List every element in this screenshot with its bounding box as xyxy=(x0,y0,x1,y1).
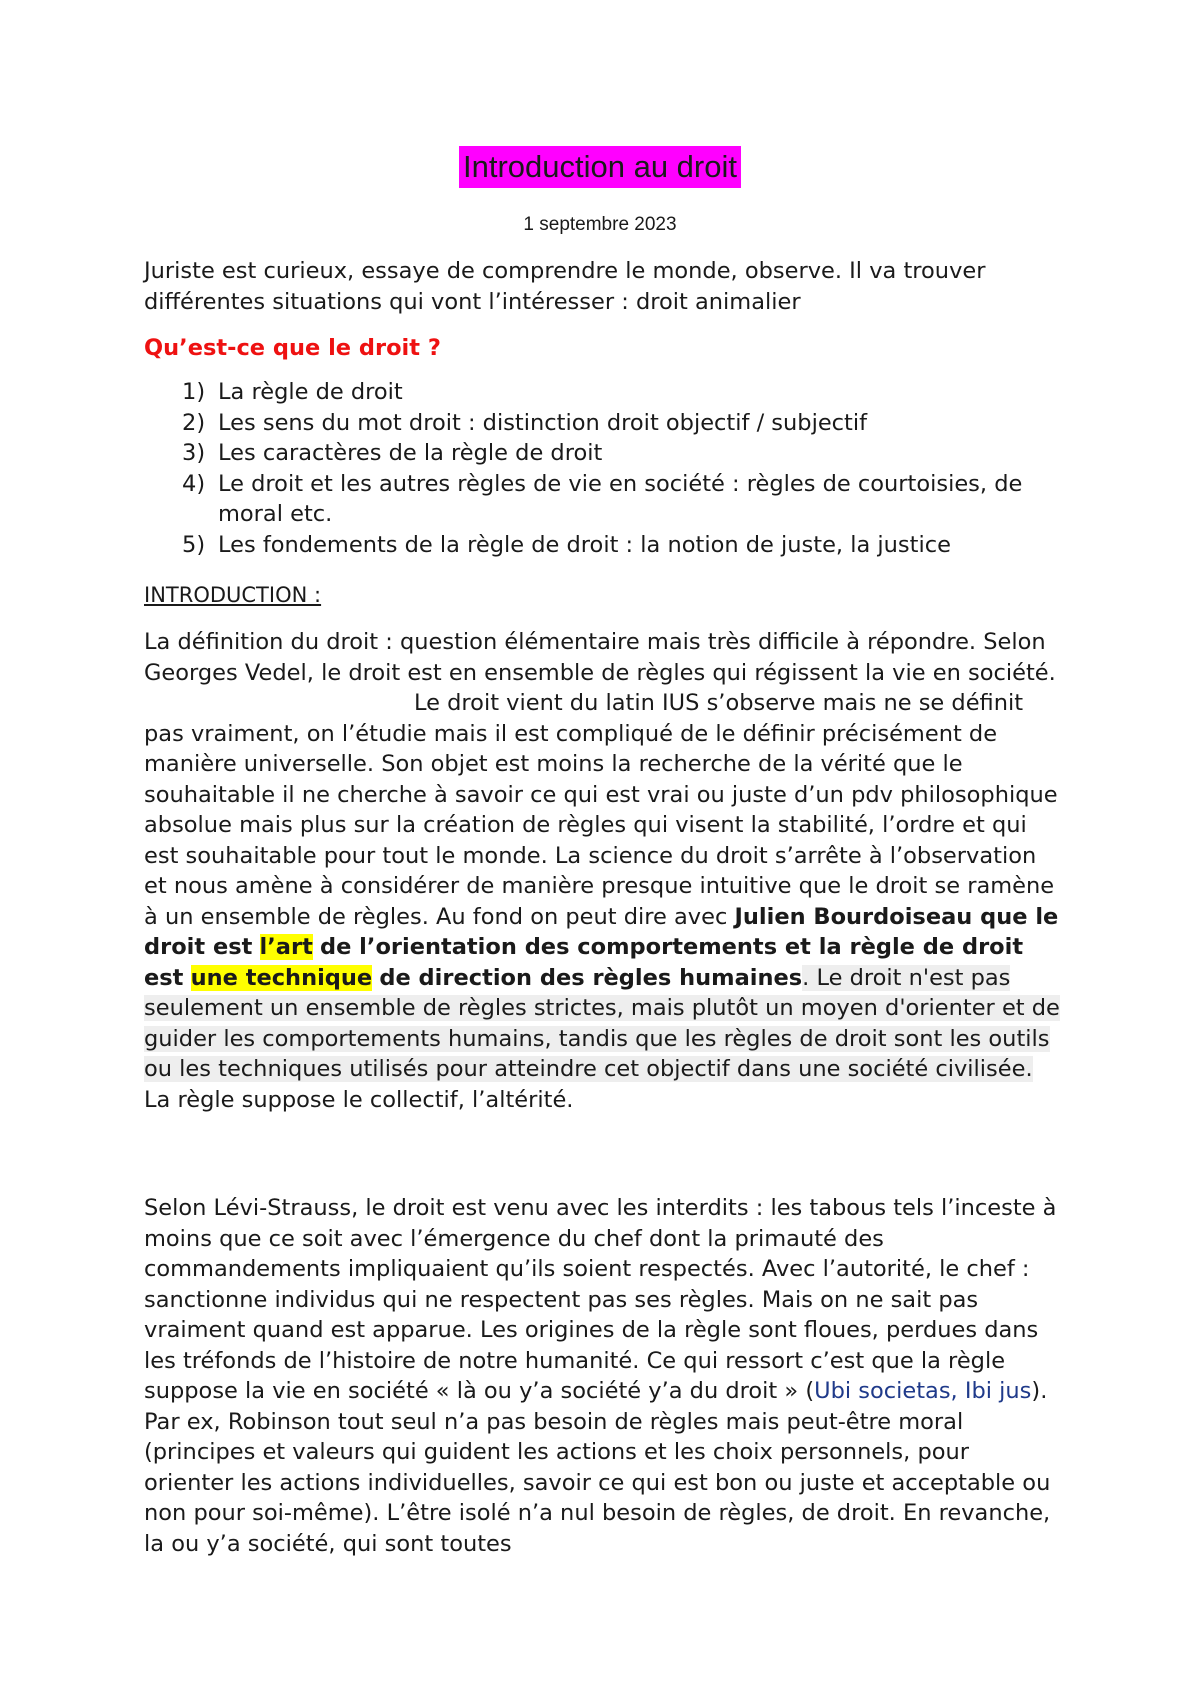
bold-text: Julien Bourdoiseau que le droit est xyxy=(144,903,1059,960)
intro-paragraph: Juriste est curieux, essaye de comprendre le monde, observe. Il va trouver différentes situations qui vont l’intéresser : droit animalier xyxy=(144,258,986,315)
paragraph-text: La règle suppose le collectif, l’altérité. xyxy=(144,1086,574,1113)
list-item xyxy=(144,408,1064,439)
list-item-number: 2) xyxy=(182,409,206,436)
list-item-text: Les fondements de la règle de droit : la notion de juste, la justice xyxy=(218,531,951,558)
list-item xyxy=(144,469,1064,530)
list-item-text: Les caractères de la règle de droit xyxy=(218,440,603,466)
paragraph-text: Selon Lévi-Strauss, le droit est venu avec les interdits : les tabous tels l’inceste à moins que ce soit avec l’émergence du chef dont la primauté des commandements impliquaient qu’ils soient respectés. Avec l’autorité, le chef : sanctionne individus qui ne respectent pas ses règles. Mais on ne sait pas vraiment quand est apparue. Les origines de la règle sont floues, perdues dans les tréfonds de l’histoire de notre humanité. Ce qui ressort c’est que la règle suppose la vie en société « là ou y’a société y’a du droit » ( xyxy=(144,1195,1057,1404)
question-heading: Qu’est-ce que le droit ? xyxy=(144,335,441,361)
list-item-text: La règle de droit xyxy=(218,379,403,405)
paragraph-text: Le droit vient du latin IUS s’observe mais ne se définit pas vraiment, on l’étudie mais il est compliqué de le définir précisément de manière universelle. Son objet est moins la recherche de la vérité que le souhaitable il ne cherche à savoir ce qui est vrai ou juste d’un pdv philosophique absolue mais plus sur la création de règles qui visent la stabilité, l’ordre et qui est souhaitable pour tout le monde. La science du droit s’arrête à l’observation et nous amène à considérer de manière presque intuitive que le droit se ramène à un ensemble de règles. Au fond on peut dire avec xyxy=(144,690,1058,930)
section-heading: INTRODUCTION : xyxy=(144,583,322,607)
list-item-number: 4) xyxy=(182,470,206,497)
list-item xyxy=(144,377,1064,408)
latin-phrase: Ubi societas, Ibi jus xyxy=(814,1378,1032,1404)
paragraph-text: La définition du droit : question élémentaire mais très difficile à répondre. Selon Georges Vedel, le droit est en ensemble de règles qui régissent la vie en société. xyxy=(144,629,1056,686)
title-wrapper xyxy=(0,146,1200,188)
list-item xyxy=(144,438,1064,469)
paragraph-definition xyxy=(144,627,1062,1115)
document-date: 1 septembre 2023 xyxy=(523,214,677,235)
list-item-text: Les sens du mot droit : distinction droit objectif / subjectif xyxy=(218,409,868,436)
list-item-number: 1) xyxy=(182,379,206,405)
list-item-number: 3) xyxy=(182,440,206,466)
shaded-text: . Le droit n'est pas seulement un ensemble de règles strictes, mais plutôt un moyen d'orienter et de guider les comportements humains, tandis que les règles de droit sont les outils ou les techniques utilisés pour atteindre cet objectif dans une société civilisée. xyxy=(144,964,1060,1082)
page-title: Introduction au droit xyxy=(459,146,741,188)
list-item-text: Le droit et les autres règles de vie en société : règles de courtoisies, de moral etc. xyxy=(218,470,1023,527)
list-item xyxy=(144,530,1064,561)
list-item-number: 5) xyxy=(182,531,206,558)
highlighted-text: l’art xyxy=(259,934,313,960)
bold-text: de direction des règles humaines xyxy=(379,964,803,991)
outline-list xyxy=(144,377,1064,560)
paragraph-text: ). Par ex, Robinson tout seul n’a pas besoin de règles mais peut-être moral (principes et valeurs qui guident les actions et les choix personnels, pour orienter les actions individuelles, savoir ce qui est bon ou juste et acceptable ou non pour soi-même). L’être isolé n’a nul besoin de règles, de droit. En revanche, la ou y’a société, qui sont toutes xyxy=(144,1378,1051,1557)
paragraph-origins xyxy=(144,1193,1062,1559)
highlighted-text: une technique xyxy=(190,964,373,991)
bold-text: de l’orientation des comportements et la règle de droit est xyxy=(144,934,1024,991)
